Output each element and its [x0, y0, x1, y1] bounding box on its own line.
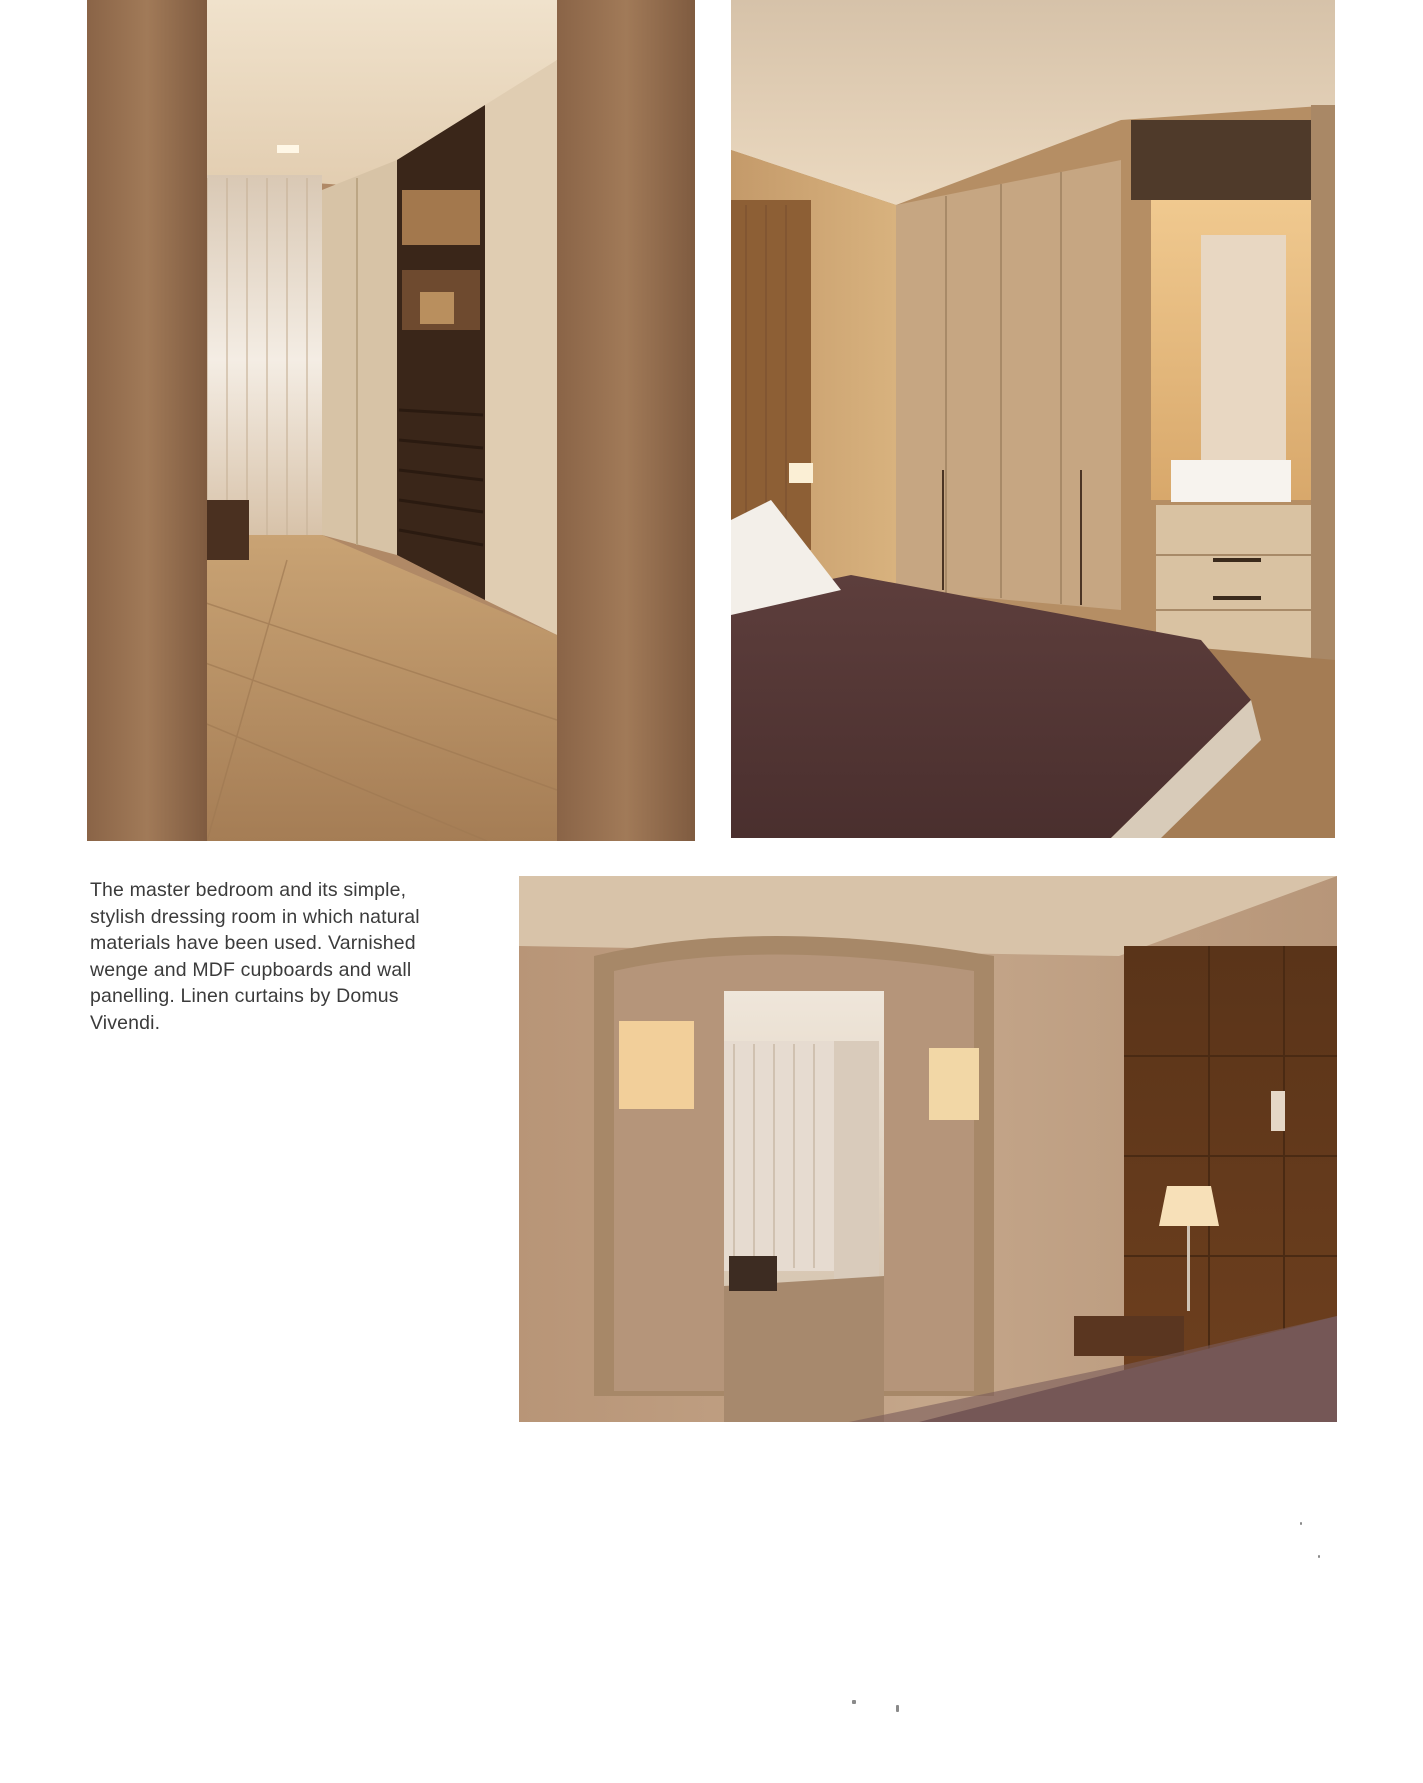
scan-speck — [1300, 1522, 1302, 1525]
scan-speck — [896, 1705, 899, 1712]
photo-caption — [90, 877, 480, 1037]
caption-line: The master bedroom and its simple, — [90, 879, 407, 901]
caption-line: Vivendi. — [90, 1011, 161, 1034]
caption-line: panelling. Linen curtains by Domus — [90, 985, 399, 1008]
arched-doorway-photo — [519, 876, 1337, 1422]
caption-line: materials have been used. Varnished — [90, 932, 416, 955]
scan-speck — [852, 1700, 856, 1704]
master-bedroom-photo — [731, 0, 1335, 838]
scan-speck — [1318, 1555, 1320, 1558]
caption-line: wenge and MDF cupboards and wall — [90, 958, 412, 981]
dressing-room-photo — [87, 0, 695, 841]
caption-line: stylish dressing room in which natural — [90, 905, 420, 928]
